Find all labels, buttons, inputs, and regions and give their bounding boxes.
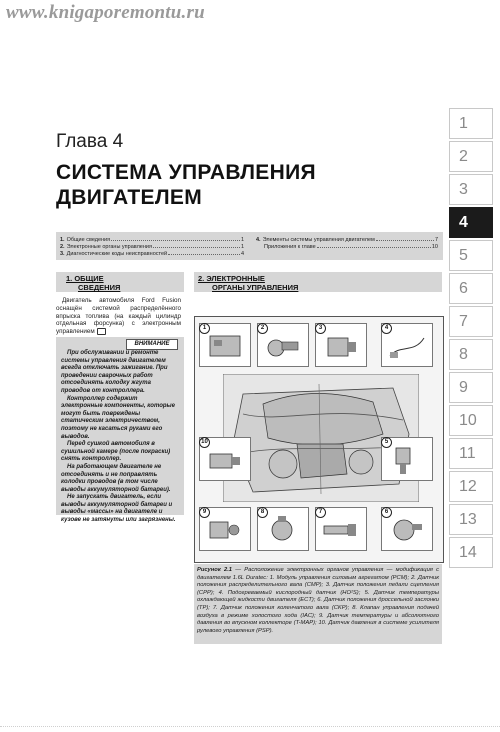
warning-paragraph: Не запускать двигатель, если выводы аккумуляторной батареи и выводы «массы» на двигателе и кузове не затянуты или загрязнены. <box>61 494 176 524</box>
callout-number: 1 <box>199 323 210 334</box>
pcm-module-icon <box>204 330 246 362</box>
warning-text <box>61 350 179 525</box>
chapter-tab-active[interactable]: 4 <box>449 207 493 238</box>
callout-number: 10 <box>199 437 210 448</box>
component-inset-tmap <box>199 507 251 551</box>
callout-number: 7 <box>315 507 326 518</box>
component-inset-tp <box>381 507 433 551</box>
component-inset-pcm <box>199 323 251 367</box>
section1-heading <box>56 272 184 292</box>
chapter-tab[interactable]: 11 <box>449 438 493 469</box>
site-watermark: www.knigaporemontu.ru <box>6 2 205 23</box>
toc-item-page: 1 <box>240 237 244 243</box>
component-inset-ckp <box>315 507 367 551</box>
warning-paragraph: На работающем двигателе не отсоединять и не поправлять колодки проводов (в том числе выводы аккумуляторной батареи). <box>61 463 171 493</box>
chapter-tab[interactable]: 1 <box>449 108 493 139</box>
book-icon <box>97 328 106 335</box>
section1-body <box>56 297 181 336</box>
toc-item-page: 4 <box>240 251 244 257</box>
table-of-contents <box>56 232 443 260</box>
chapter-tab[interactable]: 7 <box>449 306 493 337</box>
callout-number: 2 <box>257 323 268 334</box>
caption-body: — Расположение электронных органов управления — модификация с двигателем 1.6L Duratec: 1. Модуль управления силовым агрегатом (PCM); 2. Датчик положения распределительного вала (CMP); 3. Датчик положения педали сцепления (CPP); 4. Подогреваемый кислородный датчик (HO²S); 5. Датчик температуры охлаждающей жидкости двигателя (ECT); 6. Датчик положения дроссельной заслонки (TP); 7. Датчик положения коленчатого вала (CKP); 8. Клапан управления подачей воздуха в режиме холостого хода (IAC); 9. Датчик температуры и абсолютного давления во впускном коллекторе (T-MAP); 10. Датчик давления в системе усилителя рулевого управления (PSP). <box>197 567 439 634</box>
callout-number: 9 <box>199 507 210 518</box>
engine-components-figure <box>194 316 444 563</box>
toc-item-text: Элементы системы управления двигателем <box>262 237 375 243</box>
chapter-tab[interactable]: 8 <box>449 339 493 370</box>
toc-item-number: 4. <box>256 237 261 243</box>
chapter-tab[interactable]: 3 <box>449 174 493 205</box>
toc-leader <box>111 240 240 241</box>
section1-body-text: Двигатель автомобиля Ford Fusion оснащён системой распределённого впрыска топлива (на каждый цилиндр отдельная форсунка) с электронным управлением <box>56 297 181 336</box>
ect-sensor-icon <box>386 444 428 476</box>
cpp-sensor-icon <box>320 330 362 362</box>
component-inset-iac <box>257 507 309 551</box>
toc-leader <box>153 247 240 248</box>
warning-paragraph: Перед сушкой автомобиля в сушильной камере (после покраски) снять контроллер. <box>61 441 171 463</box>
toc-leader <box>317 247 431 248</box>
toc-item[interactable] <box>256 244 438 251</box>
toc-item[interactable] <box>60 251 244 258</box>
warning-badge: ВНИМАНИЕ <box>126 339 178 350</box>
figure-caption <box>194 564 442 644</box>
iac-valve-icon <box>262 514 304 546</box>
toc-item-text: Общие сведения <box>66 237 111 243</box>
chapter-title <box>56 160 316 210</box>
chapter-tab[interactable]: 6 <box>449 273 493 304</box>
component-inset-ho2s <box>381 323 433 367</box>
cmp-sensor-icon <box>262 330 304 362</box>
tp-sensor-icon <box>386 514 428 546</box>
toc-column-right <box>256 237 438 251</box>
callout-number: 4 <box>381 323 392 334</box>
section1-heading-line2: СВЕДЕНИЯ <box>78 283 121 292</box>
chapter-tab[interactable]: 12 <box>449 471 493 502</box>
chapter-tab[interactable]: 2 <box>449 141 493 172</box>
chapter-tab[interactable]: 13 <box>449 504 493 535</box>
section2-heading <box>194 272 442 292</box>
ckp-sensor-icon <box>320 514 362 546</box>
chapter-title-line1: СИСТЕМА УПРАВЛЕНИЯ <box>56 161 316 184</box>
section1-heading-line1: 1. ОБЩИЕ <box>66 274 104 283</box>
chapter-tab[interactable]: 9 <box>449 372 493 403</box>
tmap-sensor-icon <box>204 514 246 546</box>
toc-item[interactable] <box>60 237 244 244</box>
chapter-title-line2: ДВИГАТЕЛЕМ <box>56 186 202 209</box>
toc-column-left <box>60 237 244 258</box>
component-inset-cmp <box>257 323 309 367</box>
toc-item-text: Диагностические коды неисправностей <box>66 251 168 257</box>
toc-leader <box>168 254 240 255</box>
toc-item-page: 7 <box>434 237 438 243</box>
callout-number: 5 <box>381 437 392 448</box>
caption-label: Рисунок 2.1 <box>197 567 233 573</box>
chapter-tab[interactable]: 10 <box>449 405 493 436</box>
callout-number: 3 <box>315 323 326 334</box>
toc-item-page: 1 <box>240 244 244 250</box>
section2-heading-line2: ОРГАНЫ УПРАВЛЕНИЯ <box>212 283 299 292</box>
callout-number: 6 <box>381 507 392 518</box>
caption-text <box>197 567 439 635</box>
oxygen-sensor-icon <box>386 330 428 362</box>
page-bottom-divider <box>0 726 500 731</box>
toc-item-text: Электронные органы управления <box>66 244 152 250</box>
toc-leader <box>376 240 434 241</box>
psp-sensor-icon <box>204 444 246 476</box>
toc-item-text: Приложения к главе <box>264 244 316 250</box>
toc-item[interactable] <box>256 237 438 244</box>
warning-paragraph: Контроллер содержит электронные компоненты, которые могут быть повреждены статическим электричеством, поэтому не касаться руками его выводов. <box>61 395 175 440</box>
toc-item-page: 10 <box>431 244 438 250</box>
toc-item[interactable] <box>60 244 244 251</box>
warning-box <box>56 337 184 524</box>
component-inset-psp <box>199 437 251 481</box>
callout-number: 8 <box>257 507 268 518</box>
toc-item-number: 1. <box>60 237 65 243</box>
warning-paragraph: При обслуживании и ремонте системы управления двигателем всегда отключать зажигание. При проведении сварочных работ отсоединять колодку жгута проводов от контроллера. <box>61 350 168 394</box>
section2-heading-line1: 2. ЭЛЕКТРОННЫЕ <box>198 274 265 283</box>
chapter-tab[interactable]: 14 <box>449 537 493 568</box>
component-inset-ect <box>381 437 433 481</box>
chapter-label: Глава 4 <box>56 131 124 152</box>
chapter-tab[interactable]: 5 <box>449 240 493 271</box>
component-inset-cpp <box>315 323 367 367</box>
toc-item-number: 3. <box>60 251 65 257</box>
toc-item-number: 2. <box>60 244 65 250</box>
